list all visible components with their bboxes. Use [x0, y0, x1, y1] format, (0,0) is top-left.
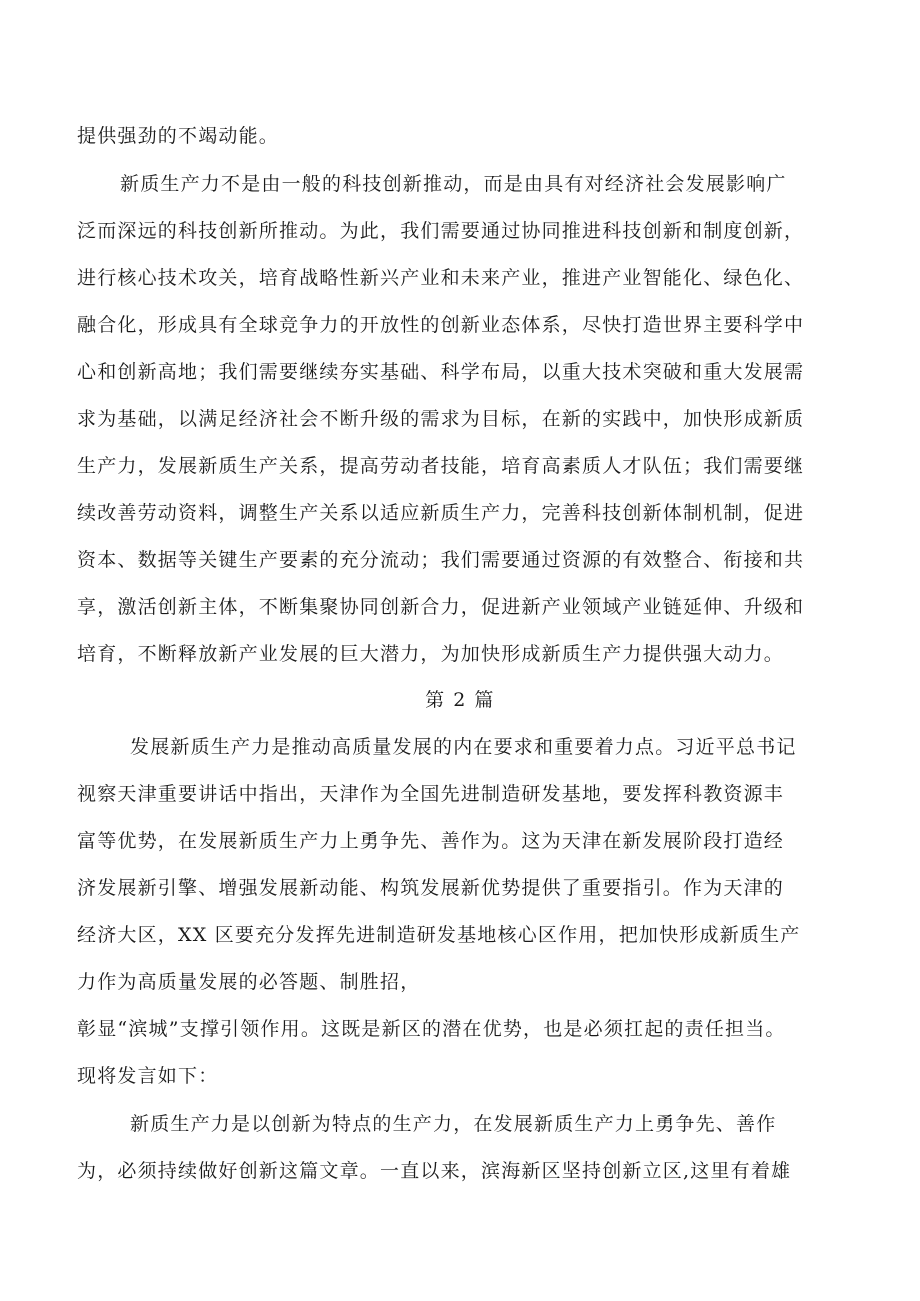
section2-paragraph-1-line-1: 发展新质生产力是推动高质量发展的内在要求和重要着力点。习近平总书记 [130, 736, 797, 758]
section2-paragraph-2-line-2: 为，必须持续做好创新这篇文章。一直以来，滨海新区坚持创新立区,这里有着雄 [77, 1160, 792, 1182]
section2-paragraph-1-line-3: 富等优势，在发展新质生产力上勇争先、善作为。这为天津在新发展阶段打造经 [77, 830, 785, 852]
section2-paragraph-1-line-2: 视察天津重要讲话中指出，天津作为全国先进制造研发基地，要发挥科教资源丰 [77, 783, 785, 805]
section2-paragraph-1-line-7: 彰显“滨城”支撑引领作用。这既是新区的潜在优势，也是必须扛起的责任担当。 [77, 1018, 786, 1040]
paragraph-2-line-3: 进行核心技术攻关，培育战略性新兴产业和未来产业，推进产业智能化、绿色化、 [77, 267, 805, 289]
section-heading: 第 2 篇 [425, 689, 495, 711]
paragraph-2-line-8: 续改善劳动资料，调整生产关系以适应新质生产力，完善科技创新体制机制，促进 [77, 502, 805, 524]
section2-paragraph-1-line-4: 济发展新引擎、增强发展新动能、构筑发展新优势提供了重要指引。作为天津的 [77, 877, 785, 899]
paragraph-2-line-5: 心和创新高地；我们需要继续夯实基础、科学布局，以重大技术突破和重大发展需 [77, 361, 805, 383]
paragraph-2-line-11: 培育，不断释放新产业发展的巨大潜力，为加快形成新质生产力提供强大动力。 [77, 643, 785, 665]
paragraph-2-line-4: 融合化，形成具有全球竞争力的开放性的创新业态体系，尽快打造世界主要科学中 [77, 314, 805, 336]
paragraph-2-line-9: 资本、数据等关键生产要素的充分流动；我们需要通过资源的有效整合、衔接和共 [77, 549, 805, 571]
paragraph-2-line-7: 生产力，发展新质生产关系，提高劳动者技能，培育高素质人才队伍；我们需要继 [77, 455, 805, 477]
section2-paragraph-1-line-6: 力作为高质量发展的必答题、制胜招， [77, 971, 421, 993]
section2-paragraph-1-line-5: 经济大区，XX 区要充分发挥先进制造研发基地核心区作用，把加快形成新质生产 [77, 924, 801, 946]
paragraph-2-line-1: 新质生产力不是由一般的科技创新推动，而是由具有对经济社会发展影响广 [120, 173, 787, 195]
paragraph-2-line-10: 享，激活创新主体，不断集聚协同创新合力，促进新产业领域产业链延伸、升级和 [77, 596, 805, 618]
section2-paragraph-1-line-8: 现将发言如下： [77, 1065, 219, 1087]
paragraph-1-line-1: 提供强劲的不竭动能。 [77, 125, 280, 147]
paragraph-2-line-6: 求为基础，以满足经济社会不断升级的需求为目标，在新的实践中，加快形成新质 [77, 408, 805, 430]
section2-paragraph-2-line-1: 新质生产力是以创新为特点的生产力，在发展新质生产力上勇争先、善作 [130, 1113, 777, 1135]
paragraph-2-line-2: 泛而深远的科技创新所推动。为此，我们需要通过协同推进科技创新和制度创新， [77, 220, 805, 242]
